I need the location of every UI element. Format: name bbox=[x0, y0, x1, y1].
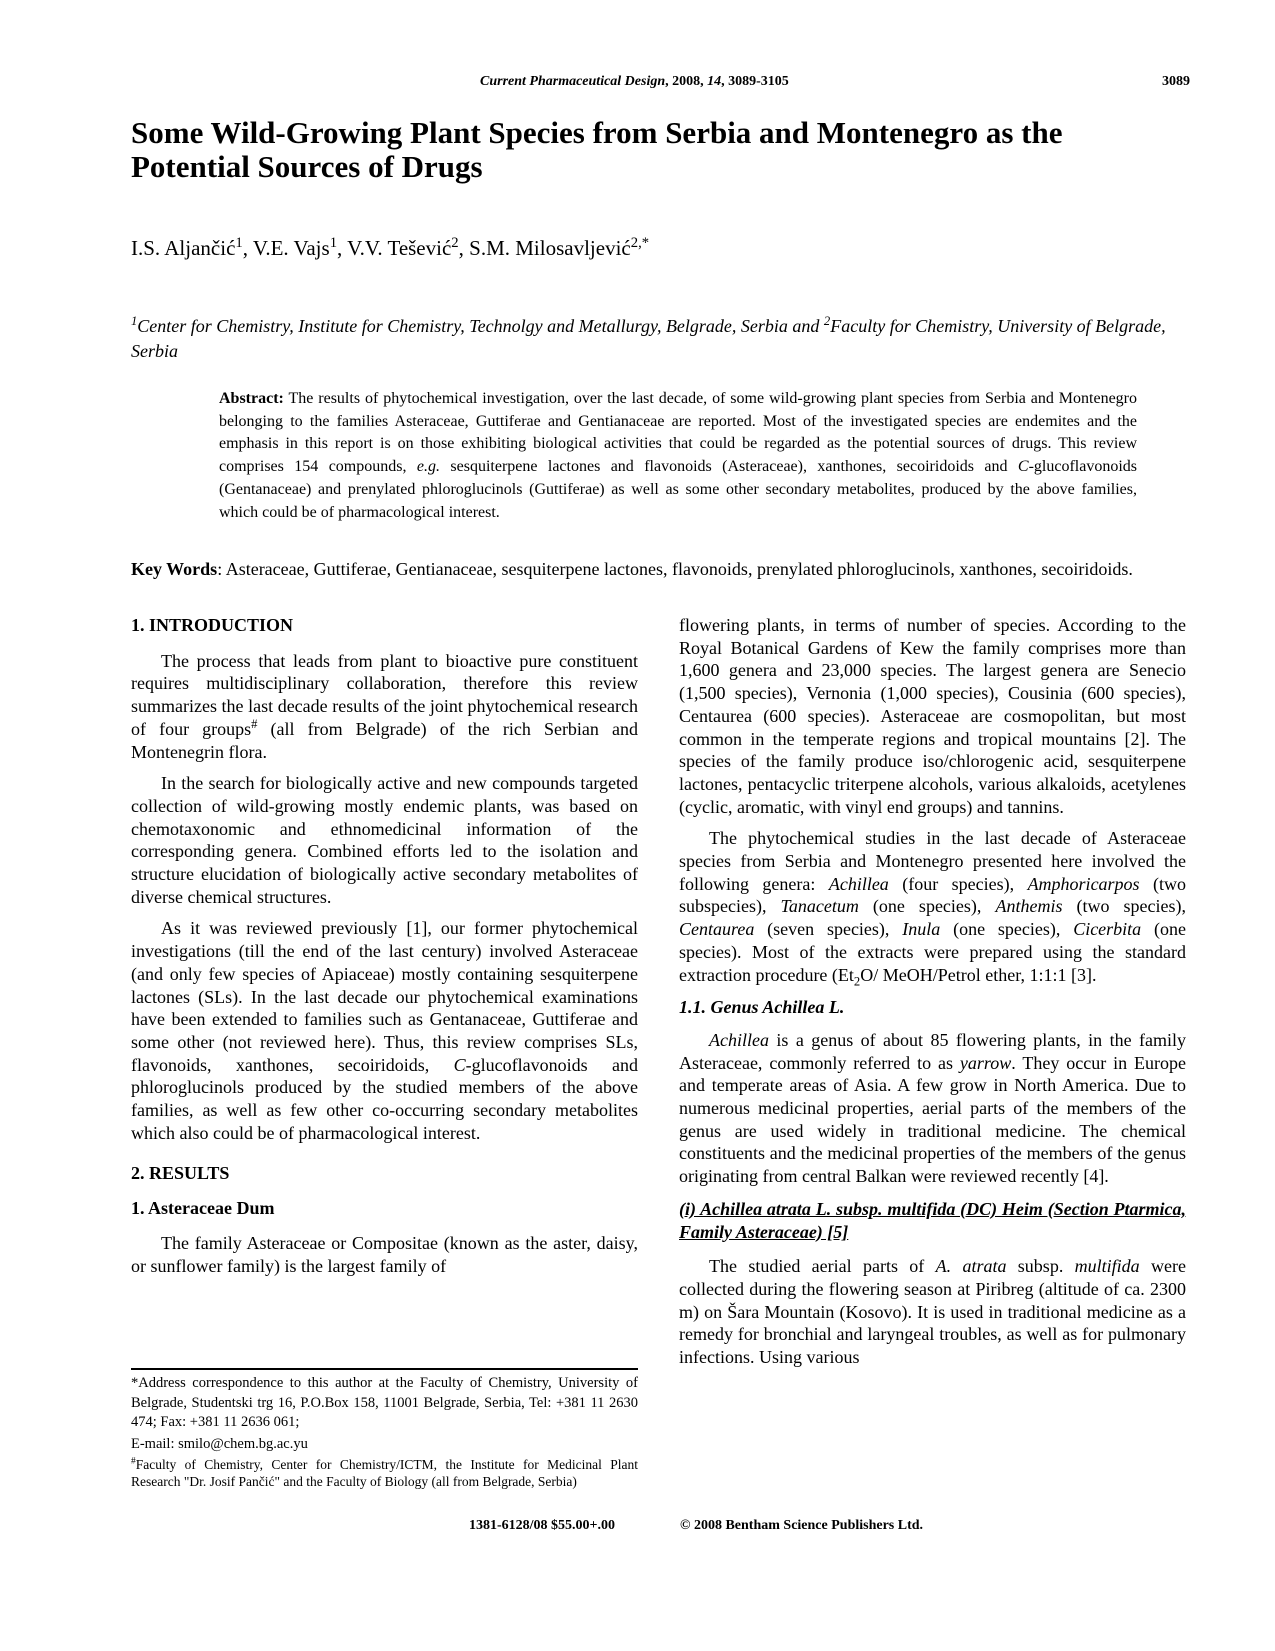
ast-p2-text: (one species). Most of the extracts were prepared using the standard extraction procedure (Et bbox=[679, 919, 1186, 985]
footnote-divider bbox=[131, 1368, 638, 1370]
right-column bbox=[679, 614, 1186, 1369]
author-list bbox=[131, 236, 1131, 261]
author-3-affil: 2 bbox=[451, 235, 459, 251]
asteraceae-paragraph-1-cont: flowering plants, in terms of number of species. According to the Royal Botanical Gardens of Kew the family comprises more than 1,600 genera and 23,000 species. The largest genera are Senecio (1,500 species), Vernonia (1,000 species), Cousinia (600 species), Centaurea (600 species). Asteraceae are cosmopolitan, but most common in the temperate regions and tropical mountains [2]. The species of the family produce iso/chlorogenic acid, sesquiterpene lactones, pentacyclic triterpene alcohols, various alkaloids, acetylenes (cyclic, aromatic, with vinyl end groups) and tannins. bbox=[679, 615, 1186, 817]
genus-cicerbita: Cicerbita bbox=[1073, 919, 1142, 940]
abstract-text-3: -glucoflavonoids (Gentanaceae) and prenylated phloroglucinols (Guttiferae) as well as some other secondary metabolites, produced by the above families, which could be of pharmacological interest. bbox=[219, 458, 1137, 521]
abstract-label: Abstract: bbox=[219, 390, 284, 407]
achillea-text: is a genus of about 85 flowering plants, in the family Asteraceae, commonly referred to as bbox=[679, 1029, 1186, 1073]
atrata-text: The studied aerial parts of bbox=[709, 1256, 936, 1277]
author-4-affil: 2,* bbox=[630, 235, 650, 251]
title-line-1: Some Wild-Growing Plant Species from Serbia and Montenegro as the bbox=[131, 115, 1063, 150]
publisher-copyright: © 2008 Bentham Science Publishers Ltd. bbox=[680, 1518, 924, 1533]
achillea-italic: Achillea bbox=[709, 1029, 769, 1050]
journal-name: Current Pharmaceutical Design bbox=[480, 74, 666, 89]
journal-pages: , 3089-3105 bbox=[721, 74, 789, 89]
groups-footnote-marker: # bbox=[131, 1456, 136, 1467]
subscript-2: 2 bbox=[853, 974, 861, 989]
atrata-text: subsp. bbox=[1006, 1256, 1075, 1277]
section-heading-results: 2. RESULTS bbox=[131, 1163, 230, 1184]
footnote-marker: # bbox=[251, 716, 258, 731]
affil-1: Center for Chemistry, Institute for Chemistry, Technolgy and Metallurgy, Belgrade, Serbia and bbox=[137, 316, 824, 336]
affil-1-marker: 1 bbox=[131, 314, 138, 328]
author-1: I.S. Aljančić bbox=[131, 236, 236, 260]
ast-p2-text: (one species), bbox=[858, 896, 996, 917]
affil-2-marker: 2 bbox=[823, 314, 831, 328]
subsection-heading-asteraceae: 1. Asteraceae Dum bbox=[131, 1198, 275, 1219]
intro-p1-text-end: (all from Belgrade) of the rich Serbian and Montenegrin flora. bbox=[131, 718, 638, 762]
intro-p3-text: As it was reviewed previously [1], our former phytochemical investigations (till the end of the last century) involved Asteraceae (and only few species of Apiaceae) mostly containing sesquiterpene lactones (SLs). In the last decade our phytochemical examinations have been extended to families such as Gentanaceae, Guttiferae and some other (not reviewed here). Thus, this review comprises SLs, flavonoids, xanthones, secoiridoids, bbox=[131, 918, 638, 1075]
achillea-paragraph bbox=[679, 1029, 1186, 1188]
atrata-text-end: were collected during the flowering season at Piribreg (altitude of ca. 2300 m) on Šara Mountain (Kosovo). It is used in traditional medicine as a remedy for bronchial and laryngeal troubles, as well as for pulmonary infections. Using various bbox=[679, 1256, 1186, 1368]
page-number: 3089 bbox=[1162, 74, 1190, 89]
abstract-text-1: The results of phytochemical investigation, over the last decade, of some wild-growing plant species from Serbia and Montenegro belonging to the families Asteraceae, Guttiferae and Gentianaceae are reported. Most of the investigated species are endemites and the emphasis in this report is on those exhibiting biological activities that could be regarded as the potential sources of drugs. This review comprises 154 compounds, bbox=[219, 390, 1137, 476]
abstract bbox=[219, 388, 1137, 524]
journal-year: , 2008, bbox=[665, 74, 708, 89]
multifida-italic: multifida bbox=[1074, 1256, 1140, 1277]
species-heading-atrata: (i) Achillea atrata L. subsp. multifida (DC) Heim (Section Ptarmica, Family Asteraceae) [5] bbox=[679, 1198, 1186, 1242]
genus-amphoricarpos: Amphoricarpos bbox=[1027, 873, 1140, 894]
genus-achillea: Achillea bbox=[828, 873, 889, 894]
author-2: , V.E. Vajs bbox=[242, 236, 330, 260]
intro-paragraph-2: In the search for biologically active and new compounds targeted collection of wild-growing mostly endemic plants, was based on chemotaxonomic and ethnomedicinal information of the corresponding genera. Combined efforts led to the isolation and structure elucidation of biologically active secondary metabolites of diverse chemical structures. bbox=[131, 773, 638, 907]
issn-price: 1381-6128/08 $55.00+.00 bbox=[469, 1518, 616, 1533]
affil-2: Faculty for Chemistry, University of Belgrade, Serbia bbox=[131, 316, 1166, 361]
author-4: , S.M. Milosavljević bbox=[458, 236, 631, 260]
footnotes bbox=[131, 1374, 638, 1492]
keywords-label: Key Words bbox=[131, 559, 218, 579]
asteraceae-paragraph-1: The family Asteraceae or Compositae (known as the aster, daisy, or sunflower family) is the largest family of bbox=[131, 1232, 638, 1276]
paper-title bbox=[131, 116, 1191, 184]
keywords-text: : Asteraceae, Guttiferae, Gentianaceae, sesquiterpene lactones, flavonoids, prenylated phloroglucinols, xanthones, secoiridoids. bbox=[217, 559, 1133, 579]
abstract-text-2: sesquiterpene lactones and flavonoids (Asteraceae), xanthones, secoiridoids and bbox=[439, 458, 1018, 476]
genus-tanacetum: Tanacetum bbox=[780, 896, 859, 917]
genus-anthemis: Anthemis bbox=[995, 896, 1063, 917]
journal-citation bbox=[480, 74, 789, 90]
section-heading-introduction: 1. INTRODUCTION bbox=[131, 615, 294, 635]
correspondence-email: E-mail: smilo@chem.bg.ac.yu bbox=[131, 1435, 308, 1452]
author-1-affil: 1 bbox=[235, 235, 243, 251]
ast-p2-text-end: O/ MeOH/Petrol ether, 1:1:1 [3]. bbox=[860, 964, 1097, 985]
intro-p1-text: The process that leads from plant to bioactive pure constituent requires multidisciplinary collaboration, therefore this review summarizes the last decade results of the joint phytochemical research of four groups bbox=[131, 650, 638, 739]
correspondence-footnote: *Address correspondence to this author at the Faculty of Chemistry, University of Belgrade, Studentski trg 16, P.O.Box 158, 11001 Belgrade, Serbia, Tel: +381 11 2630 474; Fax: +381 11 2636 061; bbox=[131, 1375, 638, 1430]
ast-p2-text: (seven species), bbox=[754, 919, 903, 940]
keywords bbox=[131, 558, 1196, 581]
groups-footnote-text: Faculty of Chemistry, Center for Chemistry/ICTM, the Institute for Medicinal Plant Research "Dr. Josif Pančić" and the Faculty of Biology (all from Belgrade, Serbia) bbox=[131, 1457, 638, 1489]
abstract-eg: e.g. bbox=[416, 458, 440, 476]
ast-p2-text: (one species), bbox=[940, 919, 1074, 940]
intro-p3-text-end: -glucoflavonoids and phloroglucinols produced by the studied members of the above families, as well as few other co-occurring secondary metabolites which also could be of pharmacological interest. bbox=[131, 1054, 638, 1143]
author-2-affil: 1 bbox=[329, 235, 338, 251]
ast-p2-text: The phytochemical studies in the last decade of Asteraceae species from Serbia and Montenegro presented here involved the following genera: bbox=[679, 828, 1186, 894]
yarrow-italic: yarrow bbox=[959, 1052, 1012, 1073]
affiliations bbox=[131, 314, 1196, 364]
genus-centaurea: Centaurea bbox=[679, 919, 755, 940]
asteraceae-paragraph-2 bbox=[679, 827, 1186, 989]
ast-p2-text: (four species), bbox=[888, 873, 1028, 894]
author-3: , V.V. Tešević bbox=[337, 236, 452, 260]
title-line-2: Potential Sources of Drugs bbox=[131, 149, 483, 184]
subsection-heading-achillea: 1.1. Genus Achillea L. bbox=[679, 997, 845, 1018]
genus-inula: Inula bbox=[902, 919, 941, 940]
left-column bbox=[131, 614, 638, 1277]
abstract-c: C bbox=[1017, 458, 1029, 476]
atrata-italic: A. atrata bbox=[935, 1256, 1007, 1277]
ast-p2-text: (two species), bbox=[1062, 896, 1186, 917]
achillea-text-end: . They occur in Europe and temperate areas of Asia. A few grow in North America. Due to numerous medicinal properties, aerial parts of the members of the genus are used widely in traditional medicine. The chemical constituents and the medicinal properties of the members of the genus originating from central Balkan were reviewed recently [4]. bbox=[679, 1052, 1186, 1187]
intro-paragraph-3 bbox=[131, 917, 638, 1144]
journal-volume: 14 bbox=[707, 74, 722, 89]
atrata-paragraph bbox=[679, 1255, 1186, 1369]
groups-footnote bbox=[131, 1456, 638, 1490]
intro-p3-c: C bbox=[453, 1054, 466, 1075]
intro-paragraph-1 bbox=[131, 650, 638, 764]
ast-p2-text: (two subspecies), bbox=[679, 873, 1186, 917]
